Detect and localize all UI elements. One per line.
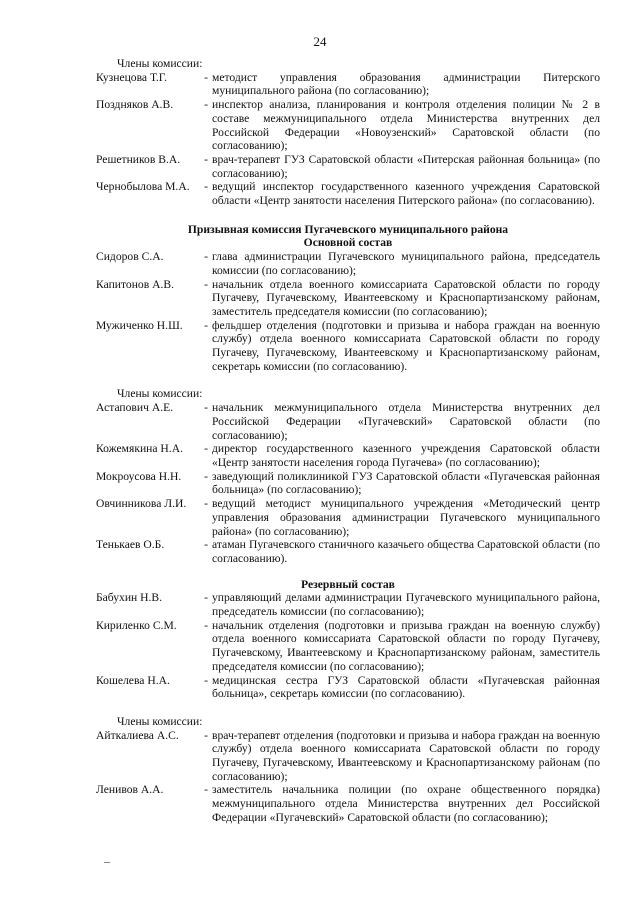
member-description: начальник отдела военного комиссариата Саратовской области по городу Пугачеву, Пугачевскому, Ивантеевскому и Краснопартизанскому районам, заместитель председателя комиссии (по согласованию); [212, 277, 600, 318]
member-name: Кириленко С.М. [96, 618, 177, 632]
member-name: Мужиченко Н.Ш. [96, 318, 183, 332]
member-name: Решетников В.А. [96, 152, 181, 166]
members-label: Члены комиссии: [117, 387, 203, 401]
commission-list [96, 57, 600, 825]
member-description: начальник отделения (подготовки и призыва граждан на военную службу) отдела военного комиссариата Саратовской области по городу Пугачеву, Пугачевскому, Ивантеевскому и Краснопартизанскому районам, заместитель председателя комиссии (по согласованию); [212, 618, 600, 673]
members-label: Члены комиссии: [117, 714, 203, 728]
member-entry: Кожемякина Н.А. - директор государственного казенного учреждения Саратовской области «Центр занятости населения города Пугачева» (по согласованию); [96, 442, 600, 469]
member-name: Мокроусова Н.Н. [96, 469, 182, 483]
member-description: директор государственного казенного учреждения Саратовской области «Центр занятости населения города Пугачева» (по согласованию); [212, 442, 600, 469]
member-name: Кошелева Н.А. [96, 673, 170, 687]
member-description: методист управления образования администрации Питерского муниципального района (по согласованию); [212, 70, 600, 98]
member-description: врач-терапевт ГУЗ Саратовской области «Питерская районная больница» (по согласованию); [212, 152, 600, 180]
commission-title: Призывная комиссия Пугачевского муниципального района [187, 222, 509, 236]
member-entry: Кузнецова Т.Г. - методист управления образования администрации Питерского муниципального района (по согласованию); [96, 70, 600, 98]
member-name: Кузнецова Т.Г. [96, 70, 168, 84]
member-entry: Овчинникова Л.И. - ведущий методист муниципального учреждения «Методический центр управления образования администрации Пугачевского муниципального района» (по согласованию); [96, 497, 600, 538]
member-description: инспектор анализа, планирования и контроля отделения полиции № 2 в составе межмуниципального отдела Министерства внутренних дел Российской Федерации «Новоузенский» Саратовской области (по согласованию); [212, 98, 600, 153]
member-entry: Кошелева Н.А. - медицинская сестра ГУЗ Саратовской области «Пугачевская районная больница», секретарь комиссии (по согласованию). [96, 673, 600, 701]
members-label: Члены комиссии: [117, 57, 203, 70]
member-description: фельдшер отделения (подготовки и призыва и набора граждан на военную службу) отдела военного комиссариата Саратовской области по городу Пугачеву, Пугачевскому, Ивантеевскому и Краснопартизанскому районам, секретарь комиссии (по согласованию). [212, 318, 600, 373]
member-name: Бабухин Н.В. [96, 591, 163, 605]
page-number: 24 [313, 34, 327, 49]
member-entry: Тенькаев О.Б. - атаман Пугачевского станичного казачьего общества Саратовской области (по согласованию). [96, 538, 600, 565]
member-name: Астапович А.Е. [96, 401, 174, 415]
reserve-composition-heading: Резервный состав [301, 577, 395, 591]
member-name: Ленивов А.А. [96, 783, 164, 797]
member-description: ведущий инспектор государственного казенного учреждения Саратовской области «Центр занятости населения Питерского района» (по согласованию). [212, 180, 600, 208]
member-description: врач-терапевт отделения (подготовки и призыва и набора граждан на военную службу) отдела военного комиссариата Саратовской области по городу Пугачеву, Пугачевскому, Ивантеевскому и Краснопартизанскому районам (по согласованию); [212, 728, 600, 783]
member-description: управляющий делами администрации Пугачевского муниципального района, председатель комиссии (по согласованию); [212, 591, 600, 619]
member-name: Овчинникова Л.И. [96, 497, 187, 511]
member-entry: Астапович А.Е. - начальник межмуниципального отдела Министерства внутренних дел Российской Федерации «Пугачевский» Саратовской области (по согласованию); [96, 401, 600, 442]
member-description: заместитель начальника полиции (по охране общественного порядка) межмуниципального отдела Министерства внутренних дел Российской Федерации «Пугачевский» Саратовской области (по согласованию); [212, 783, 600, 824]
member-entry: Решетников В.А. - врач-терапевт ГУЗ Саратовской области «Питерская районная больница» (по согласованию); [96, 152, 600, 180]
member-name: Айткалиева А.С. [96, 728, 179, 742]
member-description: атаман Пугачевского станичного казачьего общества Саратовской области (по согласованию). [212, 538, 600, 565]
member-entry: Мокроусова Н.Н. - заведующий поликлиникой ГУЗ Саратовской области «Пугачевская районная больница» (по согласованию); [96, 469, 600, 497]
member-entry: Чернобылова М.А. - ведущий инспектор государственного казенного учреждения Саратовской области «Центр занятости населения Питерского района» (по согласованию). [96, 180, 600, 208]
member-name: Чернобылова М.А. [96, 180, 190, 194]
member-name: Капитонов А.В. [96, 277, 174, 291]
member-entry: Капитонов А.В. - начальник отдела военного комиссариата Саратовской области по городу Пугачеву, Пугачевскому, Ивантеевскому и Краснопартизанскому районам, заместитель председателя комиссии (по согласованию); [96, 277, 600, 318]
member-entry: Бабухин Н.В. - управляющий делами администрации Пугачевского муниципального района, председатель комиссии (по согласованию); [96, 591, 600, 619]
main-composition-heading: Основной состав [303, 236, 393, 250]
member-entry: Ленивов А.А. - заместитель начальника полиции (по охране общественного порядка) межмуниципального отдела Министерства внутренних дел Российской Федерации «Пугачевский» Саратовской области (по согласованию); [96, 783, 600, 824]
member-name: Тенькаев О.Б. [96, 538, 165, 552]
member-name: Поздняков А.В. [96, 98, 174, 112]
member-description: заведующий поликлиникой ГУЗ Саратовской области «Пугачевская районная больница» (по согласованию); [212, 469, 600, 497]
member-entry: Поздняков А.В. - инспектор анализа, планирования и контроля отделения полиции № 2 в составе межмуниципального отдела Министерства внутренних дел Российской Федерации «Новоузенский» Саратовской области (по согласованию); [96, 98, 600, 153]
member-entry: Сидоров С.А. - глава администрации Пугачевского муниципального района, председатель комиссии (по согласованию); [96, 250, 600, 277]
member-entry: Кириленко С.М. - начальник отделения (подготовки и призыва граждан на военную службу) отдела военного комиссариата Саратовской области по городу Пугачеву, Пугачевскому, Ивантеевскому и Краснопартизанскому районам, заместитель председателя комиссии (по согласованию); [96, 618, 600, 673]
member-description: глава администрации Пугачевского муниципального района, председатель комиссии (по согласованию); [212, 250, 600, 277]
member-description: медицинская сестра ГУЗ Саратовской области «Пугачевская районная больница», секретарь комиссии (по согласованию). [212, 673, 600, 701]
member-description: начальник межмуниципального отдела Министерства внутренних дел Российской Федерации «Пугачевский» Саратовской области (по согласованию); [212, 401, 600, 442]
member-entry: Мужиченко Н.Ш. - фельдшер отделения (подготовки и призыва и набора граждан на военную службу) отдела военного комиссариата Саратовской области по городу Пугачеву, Пугачевскому, Ивантеевскому и Краснопартизанскому районам, секретарь комиссии (по согласованию). [96, 318, 600, 373]
page-mark [104, 862, 110, 863]
member-description: ведущий методист муниципального учреждения «Методический центр управления образования администрации Пугачевского муниципального района» (по согласованию); [212, 497, 600, 538]
member-name: Кожемякина Н.А. [96, 442, 183, 456]
member-entry: Айткалиева А.С. - врач-терапевт отделения (подготовки и призыва и набора граждан на военную службу) отдела военного комиссариата Саратовской области по городу Пугачеву, Пугачевскому, Ивантеевскому и Краснопартизанскому районам (по согласованию); [96, 728, 600, 783]
member-name: Сидоров С.А. [96, 250, 164, 264]
